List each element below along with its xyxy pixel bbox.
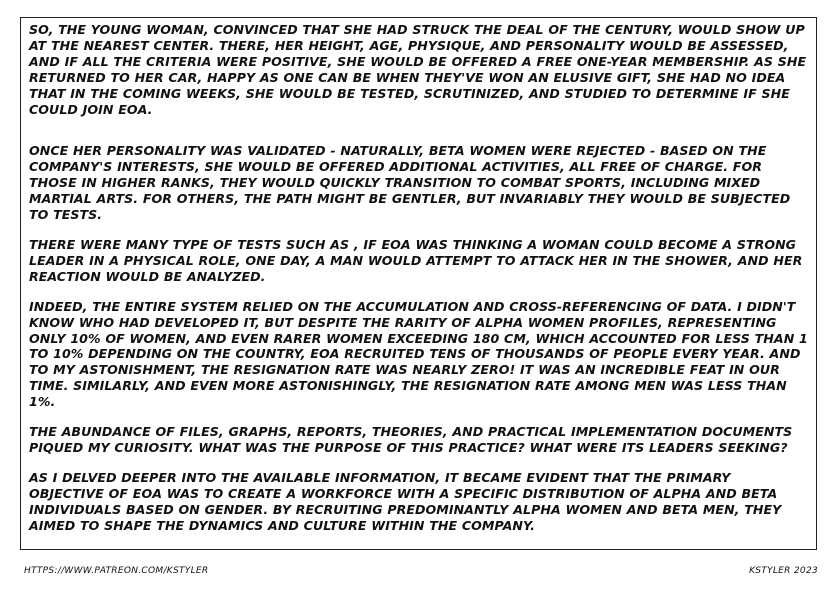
patreon-url: HTTPS://WWW.PATREON.COM/KSTYLER <box>24 566 209 576</box>
paragraph-2: ONCE HER PERSONALITY WAS VALIDATED - NATURALLY, BETA WOMEN WERE REJECTED - BASED ON THE COMPANY'S INTERESTS, SHE WOULD BE OFFERED ADDITIONAL ACTIVITIES, ALL FREE OF CHARGE. FOR THOSE IN HIGHER RANKS, THEY WOULD QUICKLY TRANSITION TO COMBAT SPORTS, INCLUDING MIXED MARTIAL ARTS. FOR OTHERS, THE PATH MIGHT BE GENTLER, BUT INVARIABLY THEY WOULD BE SUBJECTED TO TESTS. <box>29 143 791 223</box>
paragraph-5: THE ABUNDANCE OF FILES, GRAPHS, REPORTS, THEORIES, AND PRACTICAL IMPLEMENTATION DOCUMENTS PIQUED MY CURIOSITY. WHAT WAS THE PURPOSE OF THIS PRACTICE? WHAT WERE ITS LEADERS SEEKING? <box>29 424 793 455</box>
author-credit: KSTYLER 2023 <box>749 566 818 576</box>
comic-text-panel <box>20 17 817 550</box>
paragraph-1: SO, THE YOUNG WOMAN, CONVINCED THAT SHE HAD STRUCK THE DEAL OF THE CENTURY, WOULD SHOW UP AT THE NEAREST CENTER. THERE, HER HEIGHT, AGE, PHYSIQUE, AND PERSONALITY WOULD BE ASSESSED, AND IF ALL THE CRITERIA WERE POSITIVE, SHE WOULD BE OFFERED A FREE ONE-YEAR MEMBERSHIP. AS SHE RETURNED TO HER CAR, HAPPY AS ONE CAN BE WHEN THEY'VE WON AN ELUSIVE GIFT, SHE HAD NO IDEA THAT IN THE COMING WEEKS, SHE WOULD BE TESTED, SCRUTINIZED, AND STUDIED TO DETERMINE IF SHE COULD JOIN EOA. <box>29 22 807 117</box>
paragraph-4: INDEED, THE ENTIRE SYSTEM RELIED ON THE ACCUMULATION AND CROSS-REFERENCING OF DATA. I DIDN'T KNOW WHO HAD DEVELOPED IT, BUT DESPITE THE RARITY OF ALPHA WOMEN PROFILES, REPRESENTING ONLY 10% OF WOMEN, AND EVEN RARER WOMEN EXCEEDING 180 CM, WHICH ACCOUNTED FOR LESS THAN 1 TO 10% DEPENDING ON THE COUNTRY, EOA RECRUITED TENS OF THOUSANDS OF PEOPLE EVERY YEAR. AND TO MY ASTONISHMENT, THE RESIGNATION RATE WAS NEARLY ZERO! IT WAS AN INCREDIBLE FEAT IN OUR TIME. SIMILARLY, AND EVEN MORE ASTONISHINGLY, THE RESIGNATION RATE AMONG MEN WAS LESS THAN 1%. <box>29 298 808 410</box>
paragraph-3: THERE WERE MANY TYPE OF TESTS SUCH AS , IF EOA WAS THINKING A WOMAN COULD BECOME A STRONG LEADER IN A PHYSICAL ROLE, ONE DAY, A MAN WOULD ATTEMPT TO ATTACK HER IN THE SHOWER, AND HER REACTION WOULD BE ANALYZED. <box>29 236 803 284</box>
paragraph-6: AS I DELVED DEEPER INTO THE AVAILABLE INFORMATION, IT BECAME EVIDENT THAT THE PRIMARY OBJECTIVE OF EOA WAS TO CREATE A WORKFORCE WITH A SPECIFIC DISTRIBUTION OF ALPHA AND BETA INDIVIDUALS BASED ON GENDER. BY RECRUITING PREDOMINANTLY ALPHA WOMEN AND BETA MEN, THEY AIMED TO SHAPE THE DYNAMICS AND CULTURE WITHIN THE COMPANY. <box>29 469 782 533</box>
